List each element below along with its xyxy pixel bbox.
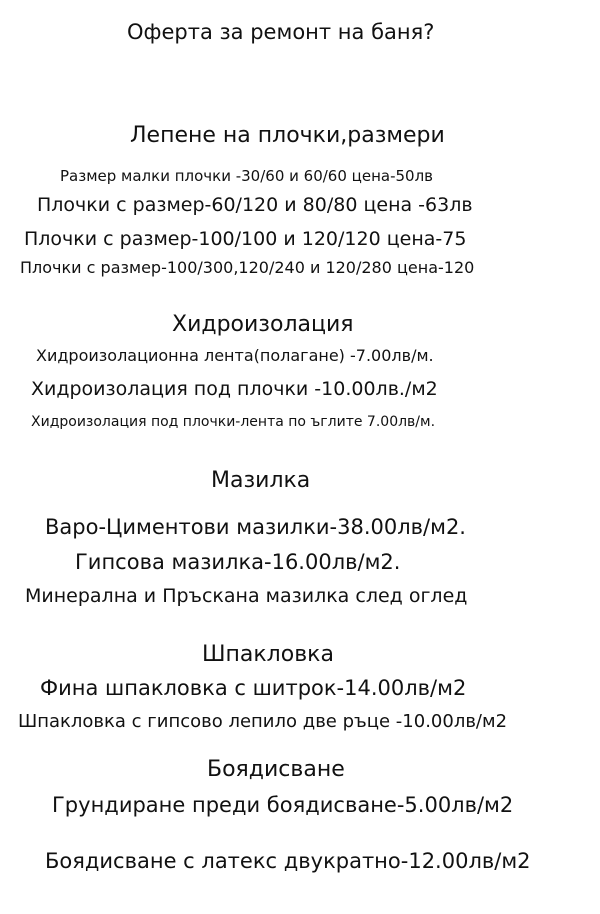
- price-item: Размер малки плочки -30/60 и 60/60 цена-50лв: [60, 167, 434, 185]
- section-heading-putty: Шпакловка: [202, 642, 334, 667]
- section-heading-tiles: Лепене на плочки,размери: [130, 123, 445, 148]
- price-item: Минерална и Пръскана мазилка след оглед: [25, 585, 468, 607]
- price-item: Хидроизолация под плочки-лента по ъглите 7.00лв/м.: [31, 414, 436, 430]
- price-item: Грундиране преди боядисване-5.00лв/м2: [52, 793, 514, 817]
- price-item: Хидроизолация под плочки -10.00лв./м2: [31, 378, 438, 400]
- page-title: Оферта за ремонт на баня?: [127, 20, 435, 44]
- section-heading-painting: Боядисване: [207, 757, 345, 782]
- section-heading-waterproofing: Хидроизолация: [172, 312, 354, 337]
- price-item: Плочки с размер-100/100 и 120/120 цена-75: [24, 228, 467, 250]
- price-item: Плочки с размер-60/120 и 80/80 цена -63лв: [37, 194, 473, 216]
- price-item: Плочки с размер-100/300,120/240 и 120/280 цена-120: [20, 258, 475, 277]
- section-heading-plaster: Мазилка: [211, 468, 311, 493]
- price-item: Шпакловка с гипсово лепило две ръце -10.00лв/м2: [18, 711, 508, 732]
- price-item: Боядисване с латекс двукратно-12.00лв/м2: [45, 849, 531, 873]
- price-item: Хидроизолационна лента(полагане) -7.00лв/м.: [36, 346, 434, 365]
- price-item: Гипсова мазилка-16.00лв/м2.: [75, 550, 401, 574]
- price-item: Варо-Циментови мазилки-38.00лв/м2.: [45, 515, 466, 539]
- price-item: Фина шпакловка с шитрок-14.00лв/м2: [40, 676, 467, 700]
